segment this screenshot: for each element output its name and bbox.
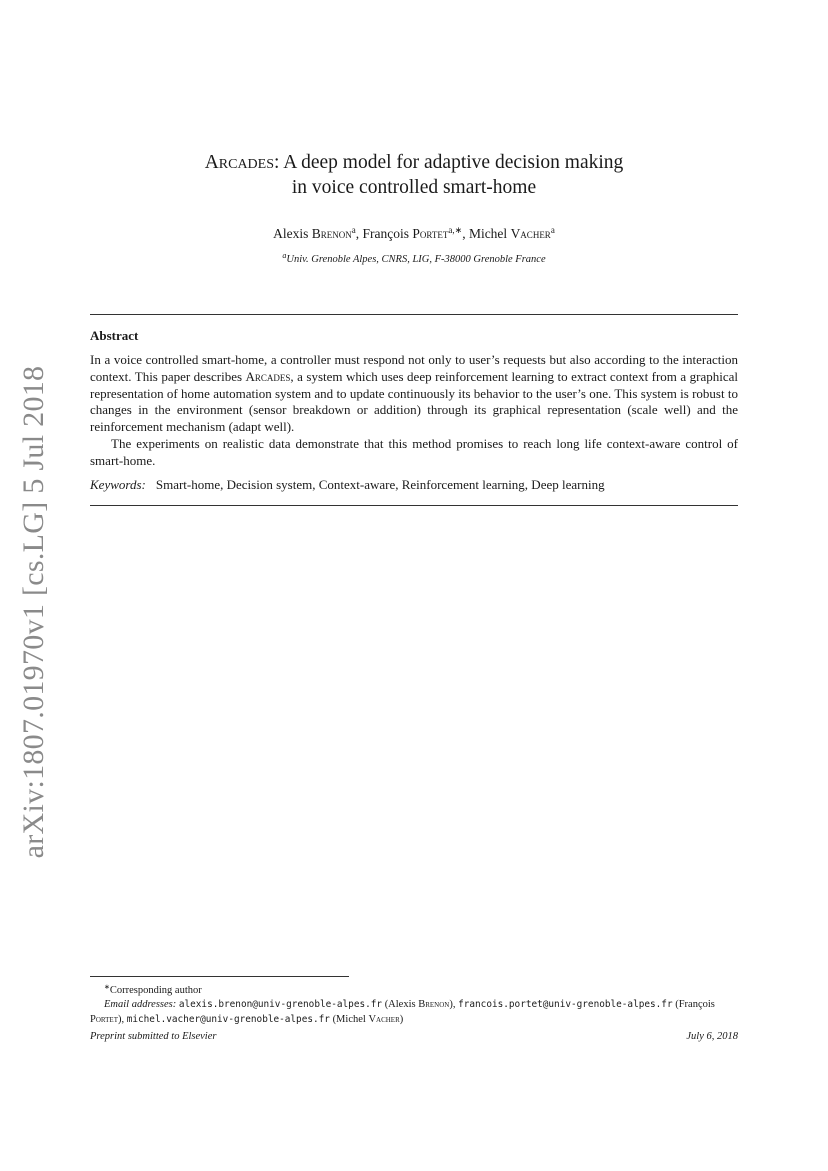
title-line-2: in voice controlled smart-home — [291, 177, 537, 198]
preprint-date: July 6, 2018 — [686, 1031, 738, 1042]
email-portet-link[interactable]: francois.portet@univ-grenoble-alpes.fr — [458, 999, 673, 1011]
email-portet-name-last: Portet — [90, 1013, 118, 1025]
author-list: Alexis Brenon$^a$, François Portet$^{a,∗}$, Michel Vacher$^a$ — [273, 225, 555, 241]
abstract-p1-end: , a system which uses deep reinforcement learning to extract context from a graphical representation of home automation system and to update continuously its behavior to the user’s one. This system is robust to changes in the environment (sensor breakdown or addition) through its graphical representation (scale well) and the reinforcement mechanism (adapt well). — [90, 368, 738, 435]
abstract-system-name: Arcades — [245, 368, 291, 384]
keywords-label: Keywords: — [90, 477, 146, 492]
abstract-top-rule — [90, 314, 738, 315]
author-2-first-name: François — [362, 226, 410, 241]
footnote-emails — [90, 998, 740, 1027]
email-label: Email addresses: — [104, 999, 177, 1011]
email-brenon-name-first: (Alexis — [384, 999, 419, 1011]
author-1-first-name: Alexis — [273, 226, 309, 241]
email-vacher-name-end: ) — [399, 1013, 404, 1025]
keywords-text: Smart-home, Decision system, Context-aware, Reinforcement learning, Deep learning — [155, 477, 605, 492]
affiliation — [90, 251, 738, 265]
email-brenon-link[interactable]: alexis.brenon@univ-grenoble-alpes.fr — [178, 999, 383, 1011]
author-1-affil-mark: a — [351, 225, 356, 235]
author-2-last-name: Portet — [412, 226, 449, 241]
title-system-name: Arcades — [204, 152, 275, 173]
author-2 — [363, 226, 463, 241]
preprint-notice: Preprint submitted to Elsevier — [90, 1031, 217, 1042]
author-3-first-name: Michel — [468, 226, 508, 241]
email-vacher-name-last: Vacher — [368, 1013, 400, 1025]
footnote-mark: ∗ — [104, 983, 110, 991]
abstract-heading: Abstract — [90, 328, 139, 343]
email-portet-name-end: ), — [117, 1013, 125, 1025]
affiliation-mark: a — [282, 251, 287, 260]
footnote-corresponding-text: Corresponding author — [109, 985, 202, 996]
author-1-last-name: Brenon — [311, 226, 352, 241]
abstract-body — [90, 352, 738, 470]
keywords — [90, 476, 738, 493]
footnote — [90, 980, 740, 1027]
title-line-1 — [90, 150, 738, 175]
author-1 — [273, 226, 356, 241]
email-brenon-name-end: ), — [449, 999, 456, 1011]
abstract-paragraph-1 — [90, 352, 738, 436]
abstract-bottom-rule — [90, 505, 738, 506]
author-3 — [469, 226, 555, 241]
email-brenon-name-last: Brenon — [418, 999, 450, 1011]
title-line-1-rest: : A deep model for adaptive decision making — [274, 152, 624, 173]
paper-title — [90, 150, 738, 200]
email-vacher-name-first: (Michel — [332, 1013, 369, 1025]
affiliation-text: Univ. Grenoble Alpes, CNRS, LIG, F-38000 Grenoble France — [286, 254, 546, 265]
author-3-last-name: Vacher — [510, 226, 551, 241]
footnote-corresponding-line — [90, 980, 740, 998]
arxiv-identifier-stamp[interactable]: arXiv:1807.01970v1 [cs.LG] 5 Jul 2018 — [17, 365, 50, 859]
author-2-affil-mark: a,∗ — [448, 225, 463, 235]
email-vacher-link[interactable]: michel.vacher@univ-grenoble-alpes.fr — [126, 1013, 330, 1025]
author-3-affil-mark: a — [550, 225, 555, 235]
footnote-rule — [90, 976, 349, 977]
abstract-p1-start: In a voice controlled smart-home, a controller must respond not only to user’s requests but also according to the interaction context. This paper describes — [90, 352, 738, 384]
email-portet-name-first: (François — [675, 999, 715, 1011]
abstract-paragraph-2: The experiments on realistic data demonstrate that this method promises to reach long life context-aware control of smart-home. — [90, 435, 738, 468]
